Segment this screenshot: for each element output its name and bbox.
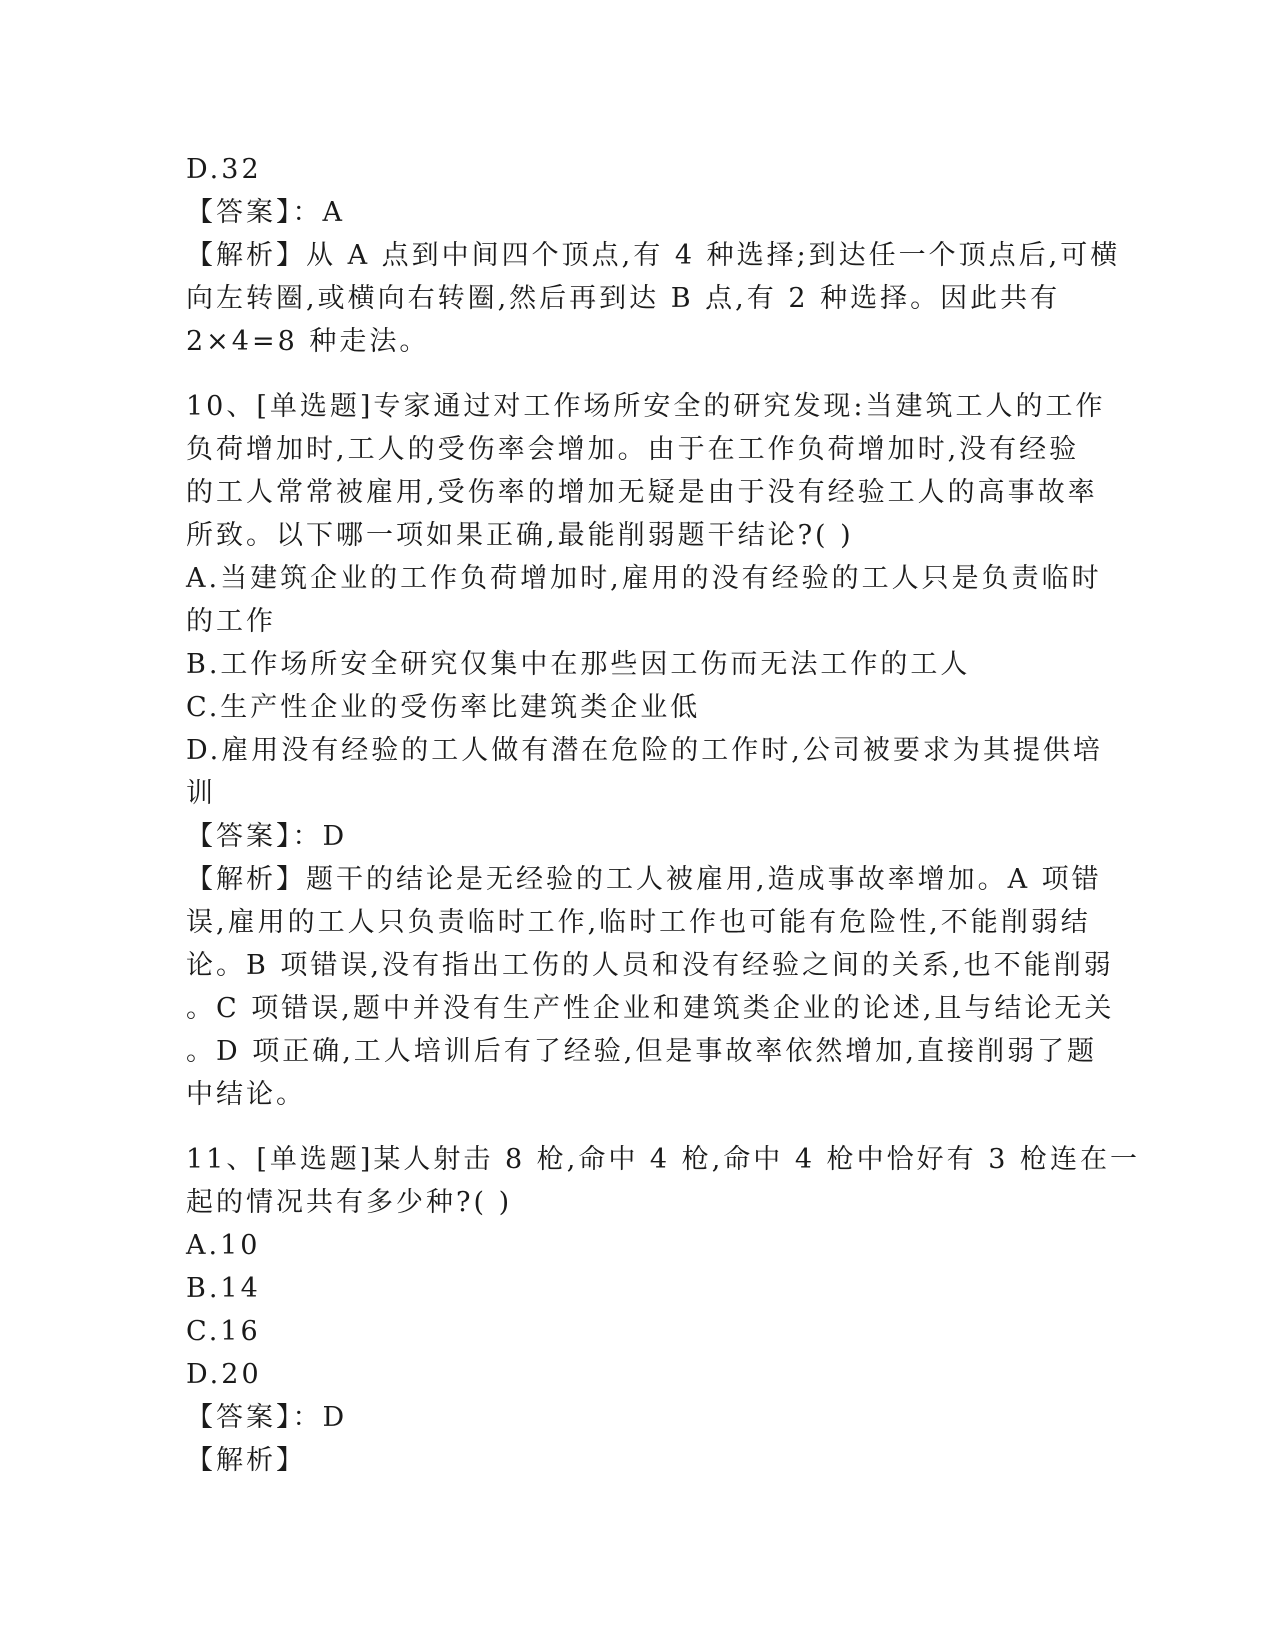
q10-analysis-line: 误,雇用的工人只负责临时工作,临时工作也可能有危险性,不能削弱结	[186, 907, 1091, 938]
q10-stem-line: 10、[单选题]专家通过对工作场所安全的研究发现:当建筑工人的工作	[186, 391, 1106, 422]
q9-option-d: D.32	[186, 154, 262, 185]
q10-option-a	[186, 557, 1102, 643]
q11-answer: 【答案】：D	[186, 1402, 348, 1433]
q11-analysis: 【解析】	[186, 1445, 306, 1476]
q10-option-d-line: D.雇用没有经验的工人做有潜在危险的工作时,公司被要求为其提供培	[186, 735, 1103, 766]
q10-analysis-line: 【解析】题干的结论是无经验的工人被雇用,造成事故率增加。A 项错	[186, 864, 1102, 895]
q11-stem-line: 起的情况共有多少种?( )	[186, 1187, 513, 1218]
q10-analysis-line: 。C 项错误,题中并没有生产性企业和建筑类企业的论述,且与结论无关	[186, 993, 1115, 1024]
q10-stem-line: 负荷增加时,工人的受伤率会增加。由于在工作负荷增加时,没有经验	[186, 434, 1080, 465]
q11-stem-line: 11、[单选题]某人射击 8 枪,命中 4 枪,命中 4 枪中恰好有 3 枪连在一	[186, 1144, 1140, 1175]
q10-analysis	[186, 858, 1115, 1116]
question-9-tail	[186, 148, 1121, 363]
q11-option-d: D.20	[186, 1359, 262, 1390]
q9-analysis-line: 向左转圈,或横向右转圈,然后再到达 B 点,有 2 种选择。因此共有	[186, 283, 1061, 314]
q9-answer: 【答案】：A	[186, 197, 345, 228]
q10-stem-line: 所致。以下哪一项如果正确,最能削弱题干结论?( )	[186, 520, 854, 551]
q10-option-d	[186, 729, 1103, 815]
spacer	[186, 363, 1076, 385]
q10-answer: 【答案】：D	[186, 821, 348, 852]
q10-option-a-line: 的工作	[186, 606, 276, 637]
q10-option-a-line: A.当建筑企业的工作负荷增加时,雇用的没有经验的工人只是负责临时	[186, 563, 1102, 594]
q10-analysis-line: 中结论。	[186, 1079, 306, 1110]
q10-analysis-line: 论。B 项错误,没有指出工伤的人员和没有经验之间的关系,也不能削弱	[186, 950, 1114, 981]
q10-option-b: B.工作场所安全研究仅集中在那些因工伤而无法工作的工人	[186, 649, 971, 680]
q11-option-b: B.14	[186, 1273, 261, 1304]
q10-analysis-line: 。D 项正确,工人培训后有了经验,但是事故率依然增加,直接削弱了题	[186, 1036, 1097, 1067]
q10-stem	[186, 385, 1106, 557]
q9-analysis-line: 【解析】从 A 点到中间四个顶点,有 4 种选择;到达任一个顶点后,可横	[186, 240, 1121, 271]
q10-option-c: C.生产性企业的受伤率比建筑类企业低	[186, 692, 701, 723]
q10-stem-line: 的工人常常被雇用,受伤率的增加无疑是由于没有经验工人的高事故率	[186, 477, 1098, 508]
q11-option-a: A.10	[186, 1230, 261, 1261]
q11-stem	[186, 1138, 1140, 1224]
q11-option-c: C.16	[186, 1316, 261, 1347]
question-11	[186, 1138, 1140, 1482]
document-page	[186, 148, 1140, 1482]
q10-option-d-line: 训	[186, 778, 216, 809]
question-10	[186, 385, 1115, 1116]
spacer	[186, 1116, 1076, 1138]
q9-analysis	[186, 234, 1121, 363]
q9-analysis-line: 2×4=8 种走法。	[186, 326, 430, 357]
